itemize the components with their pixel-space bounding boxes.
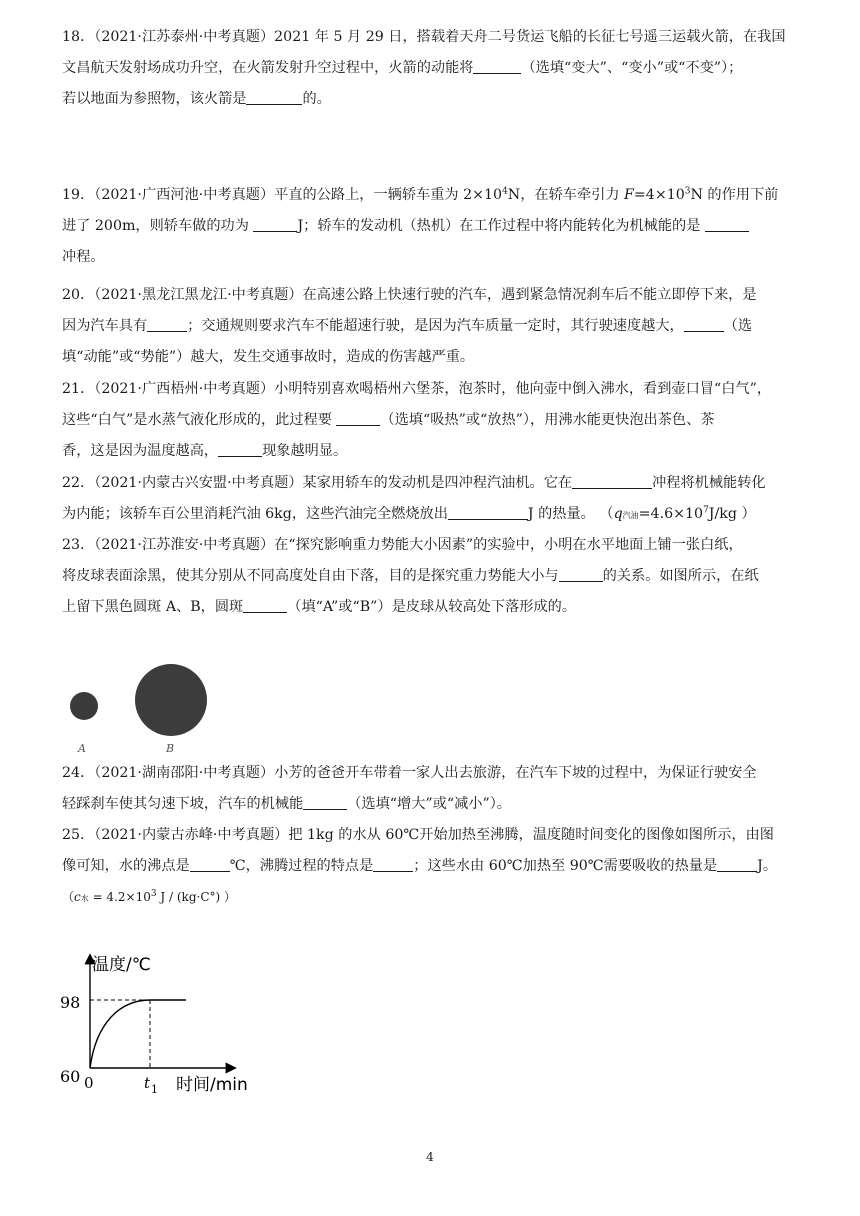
- q19-line-3: 冲程。: [62, 249, 105, 265]
- q18-line-2: 文昌航天发射场成功升空，在火箭发射升空过程中，火箭的动能将 （选填“变大”、“变小”或“不变”）；: [62, 60, 743, 76]
- circle-a-label: A: [78, 742, 86, 755]
- q19-line-1: 19．（2021·广西河池·中考真题）平直的公路上，一辆轿车重为 $2\times 10^4N$，在轿车牵引力 $F=4\times 10^3N$ 的作用下前: [62, 186, 779, 203]
- q21-line-2: 这些“白气”是水蒸气液化形成的，此过程要 （选填“吸热”或“放热”），用沸水能更快泡出茶色、茶: [62, 412, 715, 428]
- question-23: [62, 530, 802, 623]
- q18-blank-1[interactable]: [473, 58, 521, 74]
- q24-line-1: 24．（2021·湖南邵阳·中考真题）小芳的爸爸开车带着一家人出去旅游，在汽车下坡的过程中，为保证行驶安全: [62, 765, 757, 781]
- x-tick-0: 0: [84, 1074, 94, 1092]
- q22-line-2: 为内能；该轿车百公里消耗汽油 6kg，这些汽油完全燃烧放出 J 的热量。 （q汽油$=4.6\times 10^7J/kg$ ）: [62, 505, 756, 522]
- q25-line-2: 像可知，水的沸点是 ℃，沸腾过程的特点是 ；这些水由 60℃加热至 90℃需要吸收的热量是 J。: [62, 858, 778, 874]
- question-19: [62, 180, 802, 273]
- y-tick-60: 60: [60, 1067, 81, 1086]
- q20-blank-2[interactable]: [684, 316, 724, 332]
- x-axis-label: 时间/min: [176, 1075, 248, 1095]
- q19-line-2: 进了 200m，则轿车做的功为 J；轿车的发动机（热机）在工作过程中将内能转化为机械能的是: [62, 211, 802, 242]
- q23-blank-2[interactable]: [243, 597, 287, 613]
- question-20: [62, 280, 802, 373]
- question-24: [62, 758, 802, 820]
- q22-blank-1[interactable]: [572, 473, 652, 489]
- q20-line-1: 20．（2021·黑龙江黑龙江·中考真题）在高速公路上快速行驶的汽车，遇到紧急情况刹车后不能立即停下来，是: [62, 287, 757, 303]
- q23-line-2: 将皮球表面涂黑，使其分别从不同高度处自由下落，目的是探究重力势能大小与 的关系。如图所示，在纸: [62, 568, 759, 584]
- q23-line-1: 23．（2021·江苏淮安·中考真题）在“探究影响重力势能大小因素”的实验中，小明在水平地面上铺一张白纸，: [62, 537, 743, 553]
- q22-line-1: 22．（2021·内蒙古兴安盟·中考真题）某家用轿车的发动机是四冲程汽油机。它在 冲程将机械能转化: [62, 475, 766, 491]
- q24-line-2: 轻踩刹车使其匀速下坡，汽车的机械能 （选填“增大”或“减小”）。: [62, 796, 511, 812]
- y-tick-98: 98: [60, 993, 81, 1012]
- temperature-curve: [90, 1000, 186, 1068]
- q25-line-1: 25．（2021·内蒙古赤峰·中考真题）把 1kg 的水从 60℃开始加热至沸腾，温度随时间变化的图像如图所示，由图: [62, 827, 774, 843]
- question-18: [62, 22, 802, 115]
- question-22: [62, 468, 802, 531]
- q25-blank-2[interactable]: [373, 856, 413, 872]
- q21-blank-2[interactable]: [218, 441, 262, 457]
- q25-line-3: （c水 = $4.2\times 10^3$ J / (kg·C°) ）: [62, 889, 237, 904]
- q23-line-3: 上留下黑色圆斑 A、B，圆斑 （填“A”或“B”）是皮球从较高处下落形成的。: [62, 599, 577, 615]
- q18-line-3: 若以地面为参照物，该火箭是 的。: [62, 91, 331, 107]
- q18-blank-2[interactable]: [246, 89, 302, 105]
- q25-blank-3[interactable]: [717, 856, 757, 872]
- x-tick-t: t: [144, 1074, 151, 1092]
- page-number: 4: [426, 1150, 434, 1164]
- q20-line-3: 填“动能”或“势能”）越大，发生交通事故时，造成的伤害越严重。: [62, 349, 475, 365]
- q22-blank-2[interactable]: [448, 504, 528, 520]
- question-25: [62, 820, 802, 914]
- figure-circles: [60, 662, 280, 762]
- q24-blank-1[interactable]: [303, 794, 347, 810]
- q25-blank-1[interactable]: [190, 856, 230, 872]
- y-axis-label: 温度/℃: [92, 955, 151, 975]
- q19-blank-2[interactable]: [705, 216, 749, 232]
- q21-line-3: 香，这是因为温度越高， 现象越明显。: [62, 443, 348, 459]
- q21-line-1: 21．（2021·广西梧州·中考真题）小明特别喜欢喝梧州六堡茶，泡茶时，他向壶中倒入沸水，看到壶口冒“白气”，: [62, 381, 772, 397]
- q23-blank-1[interactable]: [559, 566, 603, 582]
- circle-b: [135, 664, 207, 736]
- x-tick-t-sub: 1: [151, 1083, 158, 1096]
- temperature-time-chart: [56, 950, 276, 1110]
- q20-blank-1[interactable]: [147, 316, 187, 332]
- question-21: [62, 374, 802, 467]
- q19-blank-1[interactable]: [253, 216, 297, 232]
- circle-b-label: B: [166, 742, 175, 755]
- circle-a: [70, 692, 98, 720]
- q21-blank-1[interactable]: [336, 410, 380, 426]
- q18-line-1: 18．（2021·江苏泰州·中考真题）2021 年 5 月 29 日，搭载着天舟二号货运飞船的长征七号遥三运载火箭，在我国: [62, 29, 786, 45]
- q20-line-2: 因为汽车具有 ；交通规则要求汽车不能超速行驶，是因为汽车质量一定时，其行驶速度越大， （选: [62, 318, 753, 334]
